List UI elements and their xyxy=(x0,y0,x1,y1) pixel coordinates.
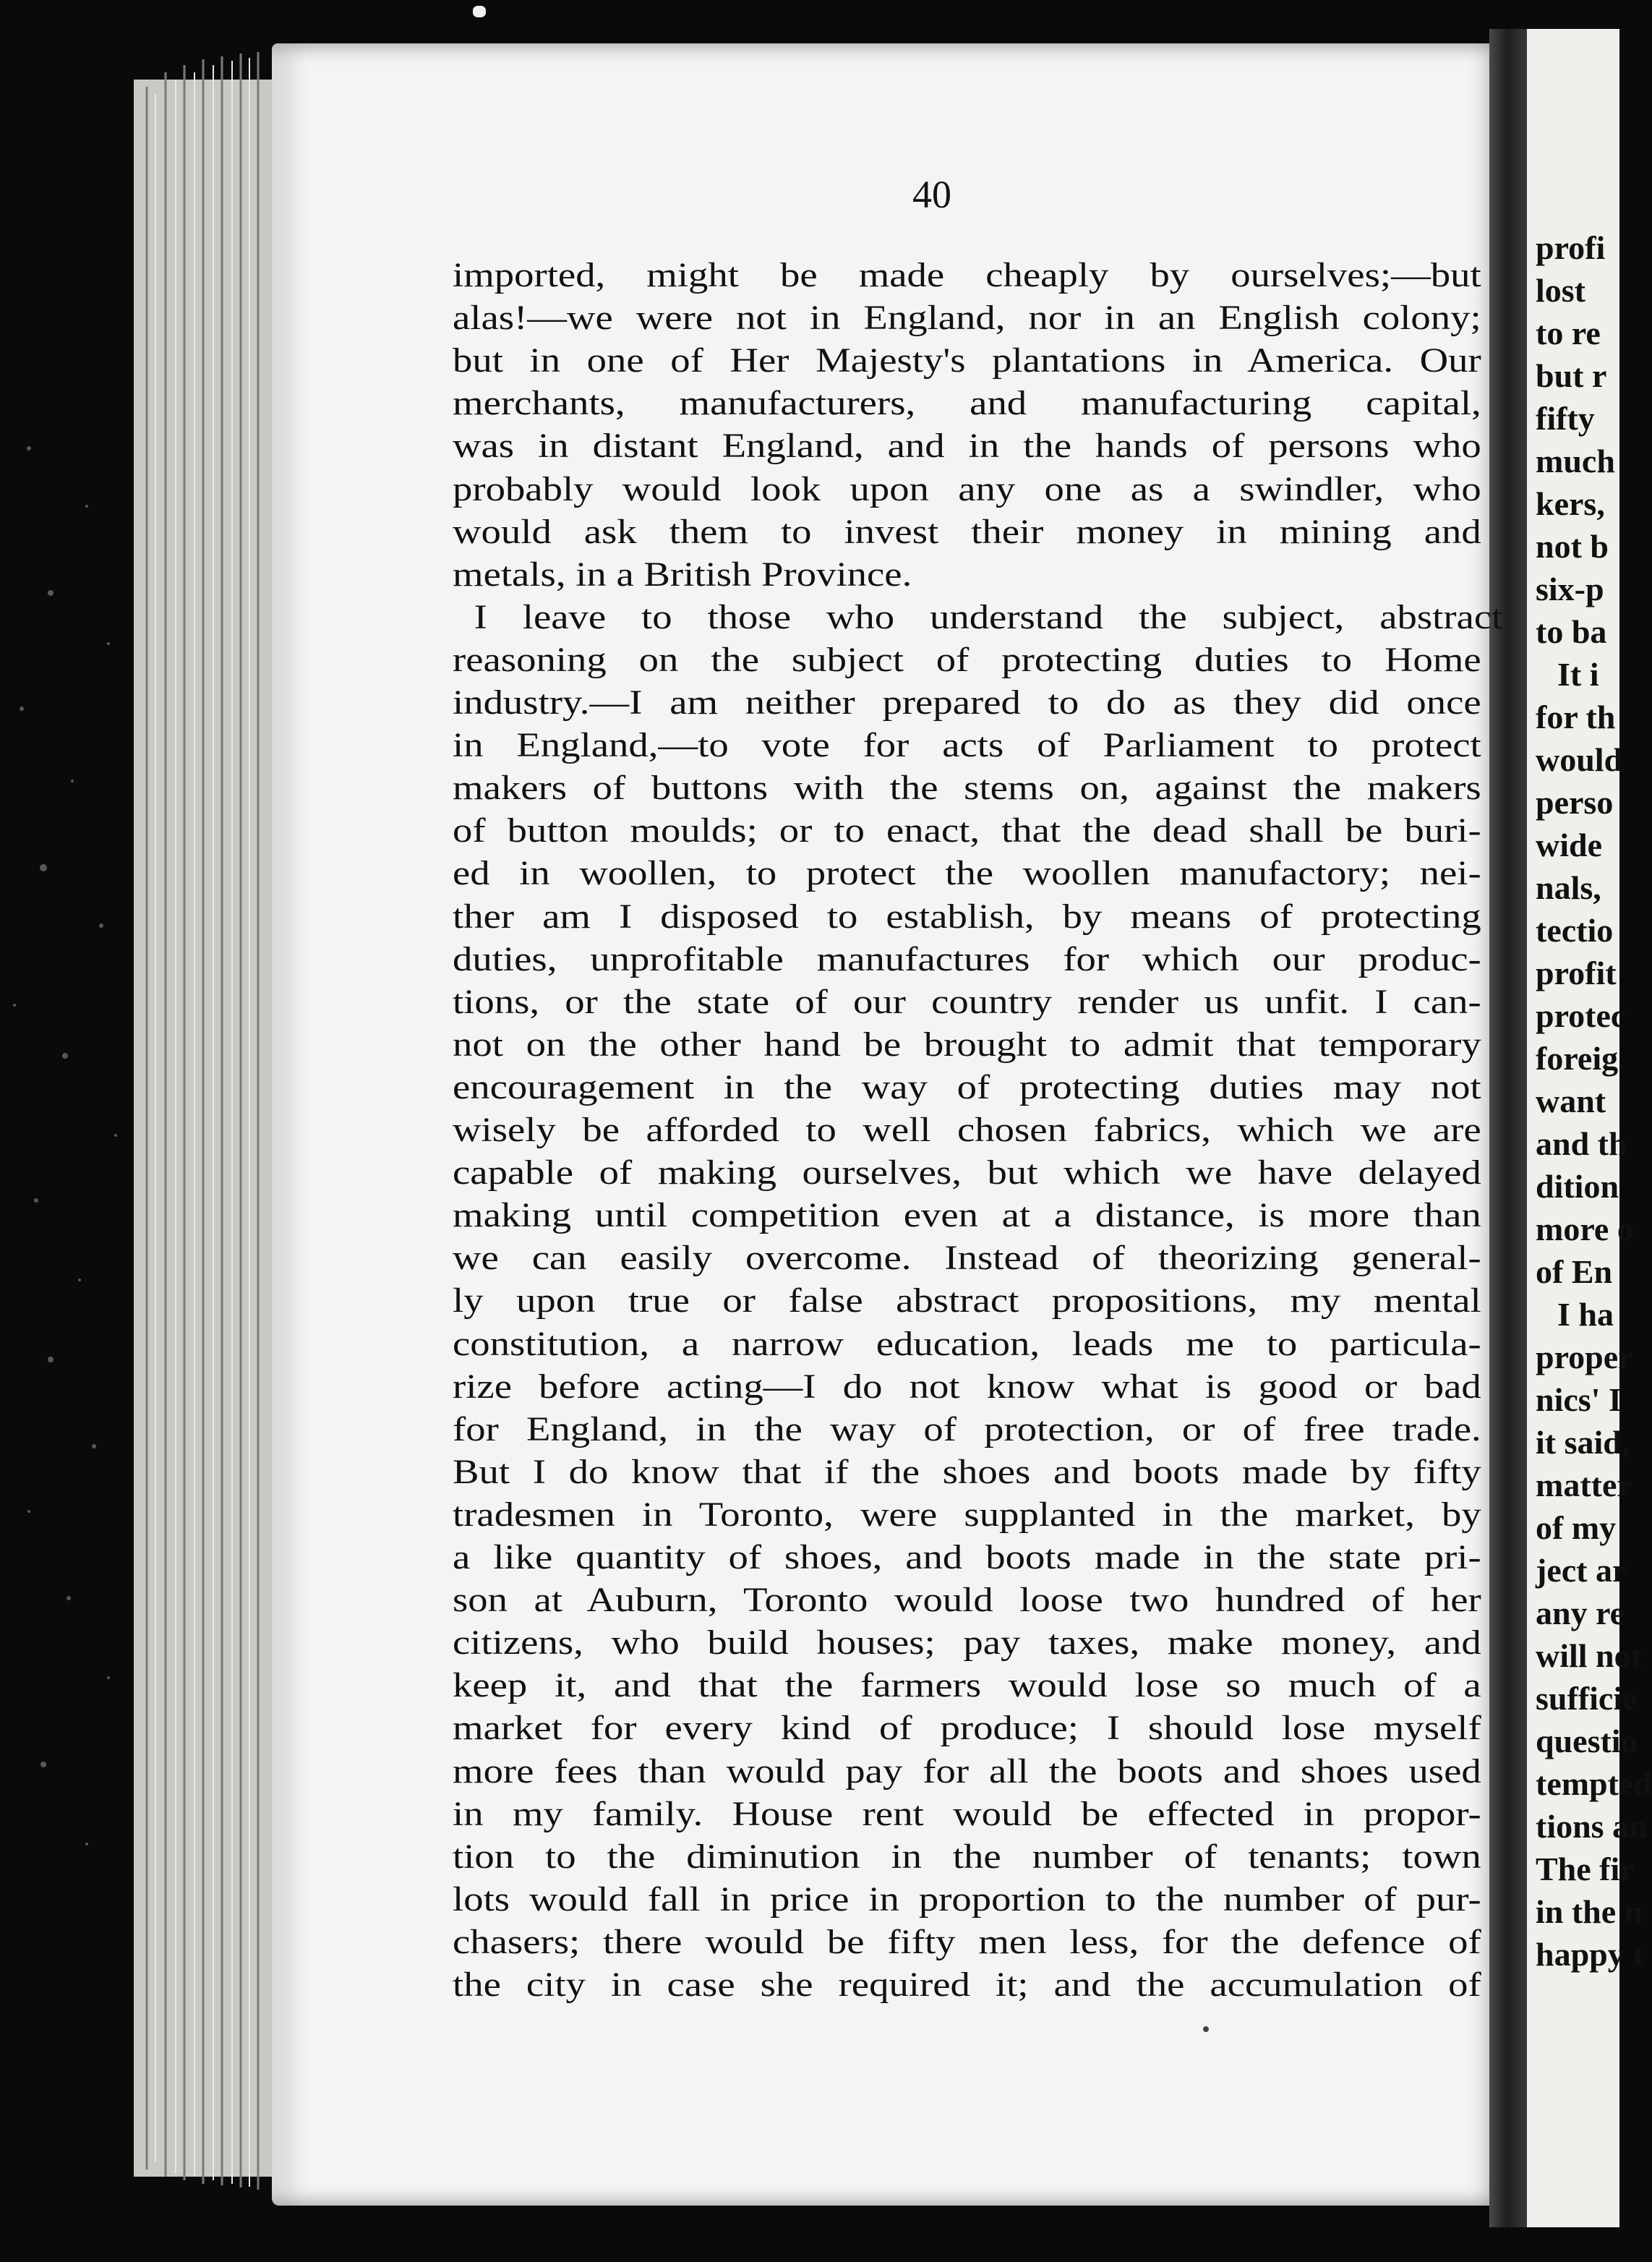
binding-gutter xyxy=(1489,29,1528,2227)
text-line: constitution, a narrow education, leads me to particula- xyxy=(453,1324,1481,1363)
facing-text-fragment: ject ar xyxy=(1536,1552,1627,1589)
text-line: but in one of Her Majesty's plantations in America. Our xyxy=(453,341,1481,380)
text-line: for England, in the way of protection, or of free trade. xyxy=(453,1409,1481,1448)
facing-text-fragment: proper xyxy=(1536,1339,1633,1375)
text-line: was in distant England, and in the hands of persons who xyxy=(453,427,1481,466)
text-line: citizens, who build houses; pay taxes, make money, and xyxy=(453,1623,1481,1663)
book-page-edges xyxy=(134,51,286,2191)
facing-text-fragment: tempted xyxy=(1536,1765,1652,1802)
text-line: making until competition even at a distance, is more than xyxy=(453,1196,1481,1235)
text-line: reasoning on the subject of protecting duties to Home xyxy=(453,640,1481,679)
facing-text-fragment: wide xyxy=(1536,827,1602,863)
facing-text-fragment: to ba xyxy=(1536,613,1607,650)
text-line: we can easily overcome. Instead of theorizing general- xyxy=(453,1239,1481,1278)
text-line: in my family. House rent would be effected in propor- xyxy=(453,1794,1481,1833)
facing-text-fragment: more o xyxy=(1536,1211,1634,1247)
text-line: ly upon true or false abstract propositions, my mental xyxy=(453,1281,1481,1320)
text-line: wisely be afforded to well chosen fabrics, which we are xyxy=(453,1111,1481,1149)
text-line: probably would look upon any one as a swindler, who xyxy=(453,469,1481,508)
facing-text-fragment: not b xyxy=(1536,528,1609,565)
text-line: ther am I disposed to establish, by means of protecting xyxy=(453,897,1481,936)
text-line: alas!—we were not in England, nor in an English colony; xyxy=(453,299,1481,338)
text-line: encouragement in the way of protecting duties may not xyxy=(453,1067,1481,1106)
text-line: tion to the diminution in the number of tenants; town xyxy=(453,1837,1481,1876)
facing-text-fragment: profit xyxy=(1536,955,1617,991)
facing-text-fragment: of my xyxy=(1536,1509,1617,1546)
facing-text-fragment: It i xyxy=(1557,656,1599,693)
facing-text-fragment: and th xyxy=(1536,1125,1627,1162)
facing-text-fragment: I ha xyxy=(1557,1296,1614,1333)
facing-text-fragment: dition xyxy=(1536,1168,1619,1205)
text-line: But I do know that if the shoes and boots made by fifty xyxy=(453,1452,1481,1491)
text-line: not on the other hand be brought to admit that temporary xyxy=(453,1025,1481,1064)
text-line: imported, might be made cheaply by ourselves;—but xyxy=(453,256,1481,294)
text-line: duties, unprofitable manufactures for which our produc- xyxy=(453,939,1481,978)
text-line: market for every kind of produce; I should lose myself xyxy=(453,1709,1481,1748)
facing-text-fragment: lost xyxy=(1536,272,1585,309)
facing-text-fragment: tectio xyxy=(1536,912,1614,949)
facing-text-fragment: profi xyxy=(1536,229,1606,266)
facing-text-fragment: perso xyxy=(1536,784,1614,821)
text-line: of button moulds; or to enact, that the dead shall be buri- xyxy=(453,811,1481,850)
facing-text-fragment: would xyxy=(1536,741,1623,778)
facing-page-edge xyxy=(1527,29,1652,2227)
facing-text-fragment: for th xyxy=(1536,699,1616,735)
facing-text-fragment: tions an xyxy=(1536,1808,1648,1845)
text-line: makers of buttons with the stems on, against the makers xyxy=(453,769,1481,808)
facing-text-fragment: want xyxy=(1536,1083,1606,1119)
facing-text-fragment: The fir xyxy=(1536,1851,1635,1887)
facing-text-fragment: six-p xyxy=(1536,571,1604,607)
facing-text-fragment: any re xyxy=(1536,1595,1625,1631)
facing-text-fragment: in the n xyxy=(1536,1893,1643,1930)
facing-text-fragment: kers, xyxy=(1536,485,1605,522)
facing-text-fragment: will not xyxy=(1536,1637,1642,1674)
ink-speck xyxy=(1203,2026,1209,2032)
scan-mark xyxy=(473,6,486,17)
facing-text-fragment: of En xyxy=(1536,1253,1613,1290)
text-line: tions, or the state of our country render us unfit. I can- xyxy=(453,982,1481,1021)
facing-text-fragment: sufficie xyxy=(1536,1680,1638,1717)
facing-text-fragment: matter xyxy=(1536,1467,1632,1503)
text-line: keep it, and that the farmers would lose so much of a xyxy=(453,1666,1481,1705)
text-line: in England,—to vote for acts of Parliament to protect xyxy=(453,726,1481,765)
text-line: metals, in a British Province. xyxy=(453,555,912,594)
text-line: chasers; there would be fifty men less, for the defence of xyxy=(453,1922,1481,1961)
text-line: son at Auburn, Toronto would loose two hundred of her xyxy=(453,1581,1481,1620)
facing-text-fragment: questio xyxy=(1536,1723,1638,1759)
text-line: merchants, manufacturers, and manufacturing capital, xyxy=(453,384,1481,423)
text-line: lots would fall in price in proportion to the number of pur- xyxy=(453,1879,1481,1919)
text-line: I leave to those who understand the subject, abstract xyxy=(474,597,1503,636)
text-line: the city in case she required it; and the accumulation of xyxy=(453,1966,1481,2004)
text-line: rize before acting—I do not know what is good or bad xyxy=(453,1367,1481,1406)
text-line: capable of making ourselves, but which we have delayed xyxy=(453,1153,1481,1192)
page-number: 40 xyxy=(912,173,951,216)
facing-text-fragment: but r xyxy=(1536,357,1607,394)
facing-text-fragment: fifty xyxy=(1536,400,1595,437)
facing-text-fragment: happy t xyxy=(1536,1936,1644,1973)
facing-text-fragment: it said, xyxy=(1536,1424,1630,1461)
text-line: would ask them to invest their money in mining and xyxy=(453,512,1481,551)
facing-text-fragment: to re xyxy=(1536,315,1601,351)
facing-text-fragment: foreig xyxy=(1536,1040,1619,1077)
scan-noise xyxy=(0,405,145,1924)
facing-text-fragment: nals, xyxy=(1536,869,1601,906)
text-line: ed in woollen, to protect the woollen manufactory; nei- xyxy=(453,854,1481,893)
facing-text-fragment: much xyxy=(1536,443,1615,479)
text-line: industry.—I am neither prepared to do as they did once xyxy=(453,683,1481,722)
facing-text-fragment: nics' I xyxy=(1536,1381,1622,1418)
facing-text-fragment: protec xyxy=(1536,997,1626,1034)
text-line: a like quantity of shoes, and boots made in the state pri- xyxy=(453,1538,1481,1576)
text-line: more fees than would pay for all the boots and shoes used xyxy=(453,1751,1481,1791)
text-line: tradesmen in Toronto, were supplanted in the market, by xyxy=(453,1495,1481,1534)
